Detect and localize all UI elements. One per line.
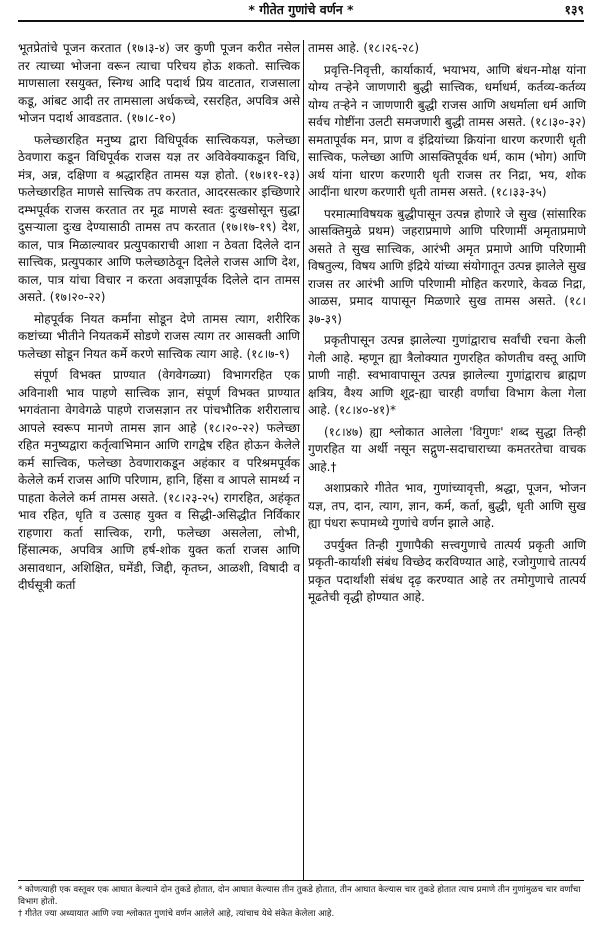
- footnote-rule: [18, 880, 584, 881]
- footnote: † गीतेत ज्या अध्यायात आणि ज्या श्लोकात गुणांचे वर्णन आलेले आहे, त्यांचाच येथे संकेत केलेला आहे.: [18, 909, 335, 919]
- paragraph: फलेच्छारहित मनुष्य द्वारा विधिपूर्वक सात्त्विकयज्ञ, फलेच्छा ठेवणारा कडून विधिपूर्वक राजस यज्ञ तर अविवेक्याकडून विधि, मंत्र, अन्न, दक्षिणा व श्रद्धारहित तामस यज्ञ होतो. (१७।११-१३) फलेच्छारहित माणसे सात्त्विक तप करतात, आदरसत्कार इच्छिणारे दम्भपूर्वक राजस करतात तर मूढ माणसे स्वतः दुःखसोसून सुद्धा दुसऱ्याला दुःख देण्यासाठी तामस तप करतात (१७।१७-१९) देश, काल, पात्र मिळाल्यावर प्रत्युपकाराची आशा न ठेवता दिलेले दान सात्त्विक, प्रत्युपकार आणि फलेच्छाठेवून दिलेले राजस आणि देश, काल, पात्र यांचा विचार न करता अवज्ञापूर्वक दिलेले दान तामस असते. (१७।२०-२२): [18, 132, 300, 304]
- paragraph: मोहपूर्वक नियत कर्मांना सोडून देणे तामस त्याग, शरीरिक कष्टांच्या भीतीने नियतकर्मे सोडणे राजस त्याग तर आसक्ती आणि फलेच्छा सोडून नियत कर्मे करणे सात्त्विक त्याग आहे. (१८।७-९): [18, 311, 300, 361]
- right-column: [308, 40, 586, 611]
- page-header: [18, 0, 584, 22]
- column-divider: [303, 40, 304, 880]
- footnote: * कोणत्याही एक वस्तूवर एक आघात केल्याने दोन तुकडे होतात, दोन आघात केल्यास तीन तुकडे होतात, तीन आघात केल्यास चार तुकडे होतात त्याच प्रमाणे तीन गुणांमुळच चार वर्णांचा विभाग होतो.: [18, 885, 581, 907]
- paragraph: तामस आहे. (१८।२६-२८): [308, 41, 419, 55]
- footnotes: [18, 884, 584, 920]
- paragraph: (१८।४७) ह्या श्लोकात आलेला 'विगुणः' शब्द सुद्धा तिन्ही गुणरहित या अर्थी नसून सद्गुण-सदाचाराच्या कमतरतेचा वाचक आहे.†: [308, 424, 586, 474]
- left-column: [18, 40, 300, 599]
- running-title: * गीतेत गुणांचे वर्णन *: [248, 2, 354, 17]
- paragraph: प्रवृत्ति-निवृत्ती, कार्याकार्य, भयाभय, आणि बंधन-मोक्ष यांना योग्य तऱ्हेने जाणणारी बुद्धी सात्त्विक, धर्माधर्म, कर्तव्य-कर्तव्य योग्य तऱ्हेने न जाणणारी बुद्धी राजस आणि अधर्माला धर्म आणि सर्वच गोष्टींना उलटी समजणारी बुद्धी तामस असते. (१८।३०-३२) समतापूर्वक मन, प्राण व इंद्रियांच्या क्रियांना धारण करणारी धृती सात्त्विक, फलेच्छा आणि आसक्तिपूर्वक धर्म, काम (भोग) आणि अर्थ यांना धारण करणारी धृती राजस तर निद्रा, भय, शोक आदींना धारण करणारी धृती तामस असते. (१८।३३-३५): [308, 62, 586, 199]
- paragraph: परमात्माविषयक बुद्धीपासून उत्पन्न होणारे जे सुख (सांसारिक आसक्तिमुळे प्रथम) जहराप्रमाणे आणि परिणामीं अमृताप्रमाणे असते ते सुख सात्त्विक, आरंभी अमृत प्रमाणे आणि परिणामी विषतुल्य, विषय आणि इंद्रिये यांच्या संयोगातून उत्पन्न झालेले सुख राजस तर आरंभी आणि परिणामी मोहित करणारे, केवळ निद्रा, आळस, प्रमाद यापासून मिळणारे सुख तामस असते. (१८।३७-३९): [308, 206, 586, 326]
- paragraph: अशाप्रकारे गीतेत भाव, गुणांच्यावृत्ती, श्रद्धा, पूजन, भोजन यज्ञ, तप, दान, त्याग, ज्ञान, कर्म, कर्ता, बुद्धी, धृती आणि सुख ह्या पंधरा रूपामध्ये गुणांचे वर्णन झाले आहे.: [308, 481, 586, 530]
- page-number: १३९: [564, 2, 584, 17]
- paragraph: उपर्युक्त तिन्ही गुणापैकी सत्त्वगुणाचे तात्पर्य प्रकृती आणि प्रकृती-कार्याशी संबंध विच्छेद करविण्यात आहे, रजोगुणाचे तात्पर्य प्रकृत पदार्थांशी संबंध दृढ़ करण्यात आहे तर तमोगुणाचे तात्पर्य मूढतेची वृद्धी होण्यात आहे.: [308, 537, 586, 604]
- paragraph: प्रकृतीपासून उत्पन्न झालेल्या गुणांद्वाराच सर्वांची रचना केली गेली आहे. म्हणून ह्या त्रैलोक्यात गुणरहित कोणतीच वस्तू आणि प्राणी नाही. स्वभावापासून उत्पन्न झालेल्या गुणांद्वाराच ब्राह्मण क्षत्रिय, वैश्य आणि शूद्र-ह्या चारही वर्णांचा विभाग केला गेला आहे. (१८।४०-४१)*: [308, 333, 586, 417]
- paragraph: भूतप्रेतांचे पूजन करतात (१७।३-४) जर कुणी पूजन करीत नसेल तर त्याच्या भोजना वरून त्याचा परिचय होऊ शकतो. सात्त्विक माणसाला रसयुक्त, स्निग्ध आदि पदार्थ प्रिय वाटतात, राजसाला कडू, आंबट आदी तर तामसाला अर्धकच्चे, रसरहित, अपवित्र असे भोजन पदार्थ आवडतात. (१७।८-१०): [18, 41, 300, 125]
- paragraph: संपूर्ण विभक्त प्राण्यात (वेगवेगळ्या) विभागरहित एक अविनाशी भाव पाहणे सात्त्विक ज्ञान, संपूर्ण विभक्त प्राण्यात भगवंताना वेगवेगळे पाहणे राजसज्ञान तर पांचभौतिक शरीरालाच आपले स्वरूप मानणे तामस ज्ञान आहे (१८।२०-२२) फलेच्छा रहित मनुष्यद्वारा कर्तृत्वाभिमान आणि रागद्वेष रहित होऊन केलेले कर्म सात्त्विक, फलेच्छा ठेवणाराकडून अहंकार व परिश्रमपूर्वक केलेले कर्म राजस आणि परिणाम, हानि, हिंसा व आपले सामर्थ्य न पाहता केलेले कर्म तामस असते. (१८।२३-२५) रागरहित, अहंकृत भाव रहित, धृति व उत्साह युक्त व सिद्धी-असिद्धीत निर्विकार राहणारा कर्ता सात्त्विक, रागी, फलेच्छा असलेला, लोभी, हिंसात्मक, अपवित्र आणि हर्ष-शोक युक्त कर्ता राजस आणि असावधान, अशिक्षित, घमेंडी, जिद्दी, कृतघ्न, आळशी, विषादी व दीर्घसूत्री कर्ता: [18, 368, 300, 592]
